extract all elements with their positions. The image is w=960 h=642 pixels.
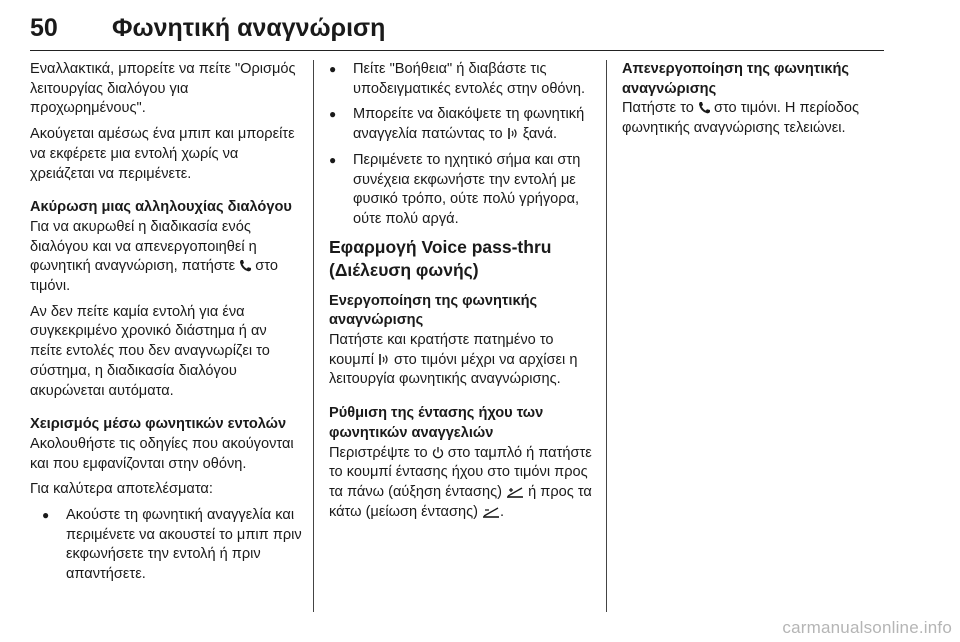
voice-command-icon (378, 353, 390, 366)
voice-command-icon (507, 127, 519, 140)
paragraph: Εναλλακτικά, μπορείτε να πείτε "Ορισμός λειτουργίας διαλόγου για προχωρημένους". (30, 61, 296, 117)
phone-hangup-icon (698, 101, 710, 114)
list-item: ● Ακούστε τη φωνητική αναγγελία και περιμένετε να ακουστεί το μπιπ πριν εκφωνήσετε την εντολή ή πριν απαντήσετε. (30, 506, 302, 585)
paragraph: Για καλύτερα αποτελέσματα: (30, 481, 213, 498)
section-heading-volume: Ρύθμιση της έντασης ήχου των φωνητικών αναγγελιών (329, 405, 544, 441)
phone-hangup-icon (239, 259, 251, 272)
section-heading-activate: Ενεργοποίηση της φωνητικής αναγνώρισης (329, 292, 538, 329)
column-middle (329, 60, 601, 528)
paragraph: Πατήστε και κρατήστε πατημένο το κουμπί στο τιμόνι μέχρι να αρχίσει η λειτουργία φωνητικής αναγνώρισης. (329, 332, 578, 388)
page-number: 50 (30, 14, 58, 42)
section-heading-handling: Χειρισμός μέσω φωνητικών εντολών (30, 416, 287, 433)
paragraph: Περιστρέψτε το στο ταμπλό ή πατήστε το κουμπί έντασης ήχου στο τιμόνι προς τα πάνω (αύξηση έντασης) ή προς τα κάτω (μείωση έντασης) . (329, 444, 592, 520)
volume-up-icon (506, 485, 524, 498)
column-right (622, 60, 894, 145)
paragraph: Πατήστε το στο τιμόνι. Η περίοδος φωνητικής αναγνώρισης τελειώνει. (622, 100, 859, 137)
page-title: Φωνητική αναγνώριση (112, 14, 386, 42)
tips-list (30, 506, 302, 585)
volume-down-icon (482, 505, 500, 518)
page-header (30, 14, 884, 51)
column-left (30, 60, 302, 591)
section-heading-cancel: Ακύρωση μιας αλληλουχίας διαλόγου (30, 199, 292, 216)
list-item: ● Πείτε "Βοήθεια" ή διαβάστε τις υποδειγματικές εντολές στην οθόνη. (329, 60, 601, 99)
paragraph: Αν δεν πείτε καμία εντολή για ένα συγκεκριμένο χρονικό διάστημα ή αν πείτε εντολές που δεν αναγνωρίζει το σύστημα, η διαδικασία διαλόγου ακυρώνεται αυτόματα. (30, 303, 270, 399)
section-heading-voice-pass-thru: Εφαρμογή Voice pass-thru (Διέλευση φωνής) (329, 236, 552, 280)
paragraph: Για να ακυρωθεί η διαδικασία ενός διαλόγου και να απενεργοποιηθεί η φωνητική αναγνώριση, πατήστε στο τιμόνι. (30, 218, 278, 295)
paragraph: Ακολουθήστε τις οδηγίες που ακούγονται και που εμφανίζονται στην οθόνη. (30, 435, 294, 472)
list-item: ● Περιμένετε το ηχητικό σήμα και στη συνέχεια εκφωνήστε την εντολή με φυσικό τρόπο, ούτε πολύ γρήγορα, ούτε πολύ αργά. (329, 151, 601, 230)
watermark: carmanualsonline.info (782, 618, 952, 637)
column-divider (606, 60, 607, 612)
section-heading-deactivate: Απενεργοποίηση της φωνητικής αναγνώρισης (622, 61, 850, 97)
column-divider (313, 60, 314, 612)
list-item: ● Μπορείτε να διακόψετε τη φωνητική αναγγελία πατώντας το ξανά. (329, 105, 601, 144)
paragraph: Ακούγεται αμέσως ένα μπιπ και μπορείτε να εκφέρετε μια εντολή χωρίς να χρειάζεται να περιμένετε. (30, 126, 295, 182)
tips-list (329, 60, 601, 230)
power-knob-icon (432, 446, 444, 459)
